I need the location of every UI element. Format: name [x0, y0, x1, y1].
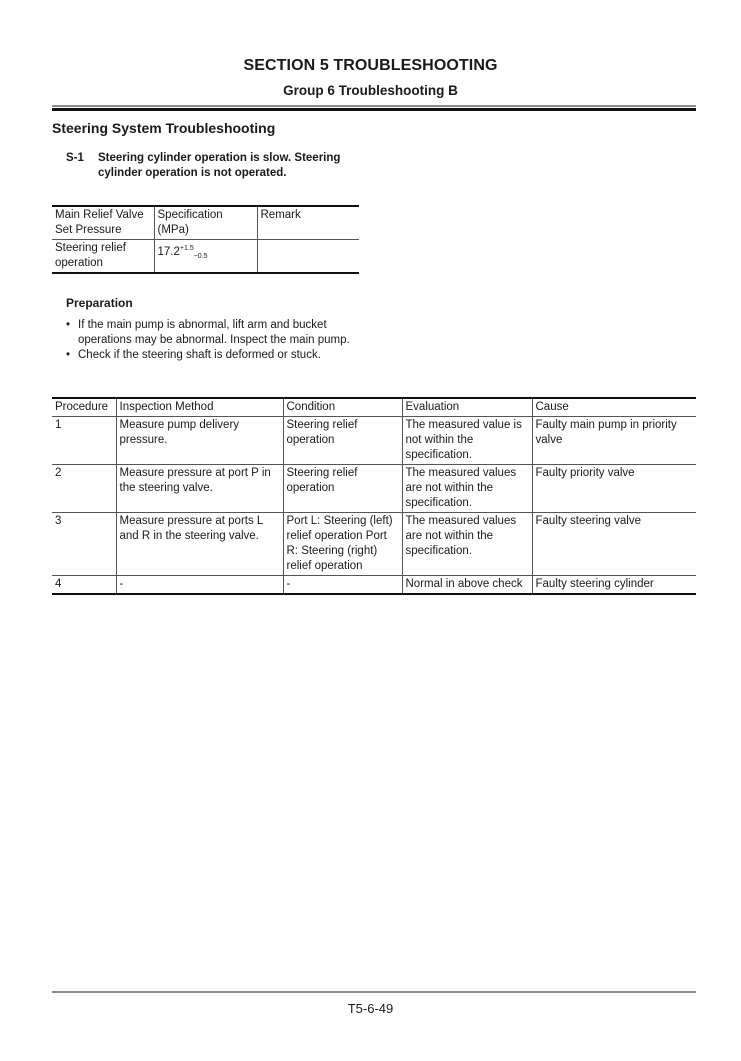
bullet-icon: •	[66, 349, 71, 361]
table-row	[52, 513, 696, 576]
condition-cell: -	[283, 576, 402, 595]
inspection-method-cell: Measure pressure at ports L and R in the steering valve.	[116, 513, 283, 576]
procedure-cell: 4	[55, 578, 62, 590]
header-evaluation: Evaluation	[402, 398, 532, 417]
evaluation-cell: Normal in above check	[402, 576, 532, 595]
evaluation-cell: The measured values are not within the specification.	[402, 465, 532, 513]
spec-header-cell: Remark	[257, 206, 359, 240]
table-row	[52, 465, 696, 513]
footer-rule	[52, 991, 696, 993]
spec-remark-cell	[257, 240, 359, 274]
spec-plus-tolerance: +1.5	[179, 245, 194, 252]
evaluation-cell: The measured value is not within the specification.	[402, 417, 532, 465]
procedure-cell: 1	[52, 417, 116, 465]
header-procedure: Procedure	[52, 398, 116, 417]
procedure-table	[52, 397, 696, 595]
inspection-method-cell: Measure pressure at port P in the steering valve.	[116, 465, 283, 513]
preparation-list	[66, 318, 366, 363]
procedure-cell: 3	[52, 513, 116, 576]
cause-cell: Faulty steering valve	[532, 513, 696, 576]
spec-base: 17.2	[157, 245, 180, 258]
header-cause: Cause	[532, 398, 696, 417]
issue-code: S-1	[66, 152, 84, 164]
condition-cell: Steering relief operation	[283, 417, 402, 465]
header-rule-thin	[52, 105, 696, 107]
page-number: T5-6-49	[347, 1001, 394, 1016]
section-title: SECTION 5 TROUBLESHOOTING	[243, 57, 498, 74]
preparation-item	[66, 318, 366, 348]
spec-item-cell: Steering relief operation	[55, 242, 126, 269]
page-heading: Steering System Troubleshooting	[52, 120, 276, 136]
preparation-item-text: If the main pump is abnormal, lift arm and bucket operations may be abnormal. Inspect the main pump.	[78, 319, 350, 346]
table-row	[52, 576, 696, 595]
spec-table	[52, 205, 359, 274]
preparation-item-text: Check if the steering shaft is deformed or stuck.	[78, 349, 321, 361]
inspection-method-cell: -	[116, 576, 283, 595]
cause-cell: Faulty steering cylinder	[532, 576, 696, 595]
inspection-method-cell: Measure pump delivery pressure.	[116, 417, 283, 465]
spec-table-row	[52, 240, 359, 274]
spec-minus-tolerance: −0.5	[193, 253, 208, 261]
table-row	[52, 417, 696, 465]
cause-cell: Faulty main pump in priority valve	[532, 417, 696, 465]
procedure-cell: 2	[52, 465, 116, 513]
group-title: Group 6 Troubleshooting B	[283, 83, 458, 98]
header-rule-thick	[52, 108, 696, 111]
header-inspection-method: Inspection Method	[116, 398, 283, 417]
spec-header-cell: Main Relief Valve Set Pressure	[52, 206, 154, 240]
issue-text: Steering cylinder operation is slow. Steering cylinder operation is not operated.	[98, 152, 341, 179]
cause-cell: Faulty priority valve	[532, 465, 696, 513]
preparation-title: Preparation	[66, 296, 133, 310]
evaluation-cell: The measured values are not within the specification.	[402, 513, 532, 576]
header-condition: Condition	[283, 398, 402, 417]
bullet-icon: •	[66, 319, 71, 331]
condition-cell: Steering relief operation	[283, 465, 402, 513]
procedure-table-header	[52, 398, 696, 417]
spec-header-cell: Specification (MPa)	[154, 206, 257, 240]
spec-value-cell	[154, 240, 257, 274]
spec-table-header	[52, 206, 359, 240]
preparation-item	[66, 348, 366, 363]
condition-cell: Port L: Steering (left) relief operation Port R: Steering (right) relief operation	[283, 513, 402, 576]
